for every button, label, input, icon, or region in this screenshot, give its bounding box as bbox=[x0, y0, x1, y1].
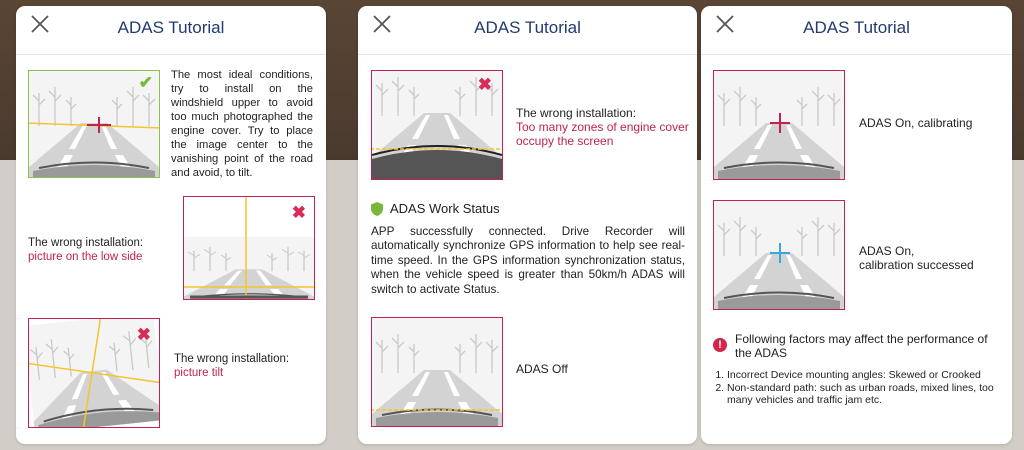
ideal-scene-image bbox=[28, 70, 160, 178]
adas-off-scene-image bbox=[371, 317, 503, 427]
low-side-scene-image bbox=[183, 196, 315, 300]
warning-icon: ! bbox=[713, 338, 727, 352]
ideal-description: The most ideal conditions, try to install on the windshield upper to avoid too much photographed the engine cover. Try to place the image center to the vanishing point of the road and avoid, to tilt. bbox=[171, 69, 313, 179]
tilt-scene-image bbox=[28, 318, 160, 428]
wrong-x-icon: ✖ bbox=[477, 75, 492, 94]
calibrating-label: ADAS On, calibrating bbox=[859, 116, 973, 130]
calibrating-scene-image bbox=[713, 70, 845, 180]
calibrated-line2: calibration successed bbox=[859, 258, 974, 272]
factor-item: 2. Non-standard path: such as urban roads, mixed lines, too many vehicles and traffic jam etc. bbox=[727, 382, 1003, 407]
factors-heading: Following factors may affect the performance of the ADAS bbox=[735, 332, 988, 360]
work-status-heading: ADAS Work Status bbox=[390, 201, 500, 216]
wrong-x-icon: ✖ bbox=[291, 203, 306, 222]
wrong-installation-label: The wrong installation: bbox=[174, 353, 290, 365]
tutorial-card-1 bbox=[16, 6, 326, 444]
low-side-label bbox=[28, 236, 178, 264]
calibrated-line1: ADAS On, bbox=[859, 244, 915, 258]
tutorial-card-2 bbox=[358, 6, 697, 444]
card-title: ADAS Tutorial bbox=[803, 18, 910, 37]
wrong-x-icon: ✖ bbox=[136, 325, 151, 344]
card-title: ADAS Tutorial bbox=[117, 18, 225, 37]
calibrated-scene-image bbox=[713, 200, 845, 310]
calibrated-label bbox=[859, 244, 974, 272]
factor-item: 1. Incorrect Device mounting angles: Skewed or Crooked bbox=[727, 369, 1003, 382]
shield-icon bbox=[371, 202, 383, 216]
adas-off-label: ADAS Off bbox=[516, 362, 568, 376]
tutorial-card-3 bbox=[701, 6, 1012, 444]
wrong-installation-detail: picture tilt bbox=[174, 367, 224, 379]
tilt-label bbox=[174, 352, 324, 380]
engine-cover-scene-image bbox=[371, 70, 503, 180]
factors-list bbox=[713, 369, 1003, 407]
work-status-body: APP successfully connected. Drive Recorder will automatically synchronize GPS information to help see real-time speed. In the GPS information synchronization status, when the vehicle speed is greater than 50km/h ADAS will switch to activate Status. bbox=[371, 225, 685, 296]
correct-check-icon: ✔ bbox=[138, 73, 153, 92]
engine-cover-label bbox=[516, 106, 691, 148]
card-title: ADAS Tutorial bbox=[474, 18, 581, 37]
header-divider bbox=[358, 54, 697, 55]
header-divider bbox=[16, 54, 326, 55]
wrong-installation-label: The wrong installation: bbox=[516, 106, 637, 120]
wrong-installation-detail: picture on the low side bbox=[28, 251, 143, 263]
header-divider bbox=[701, 54, 1012, 55]
wrong-installation-label: The wrong installation: bbox=[28, 237, 144, 249]
wrong-installation-detail: Too many zones of engine cover occupy the screen bbox=[516, 120, 689, 148]
